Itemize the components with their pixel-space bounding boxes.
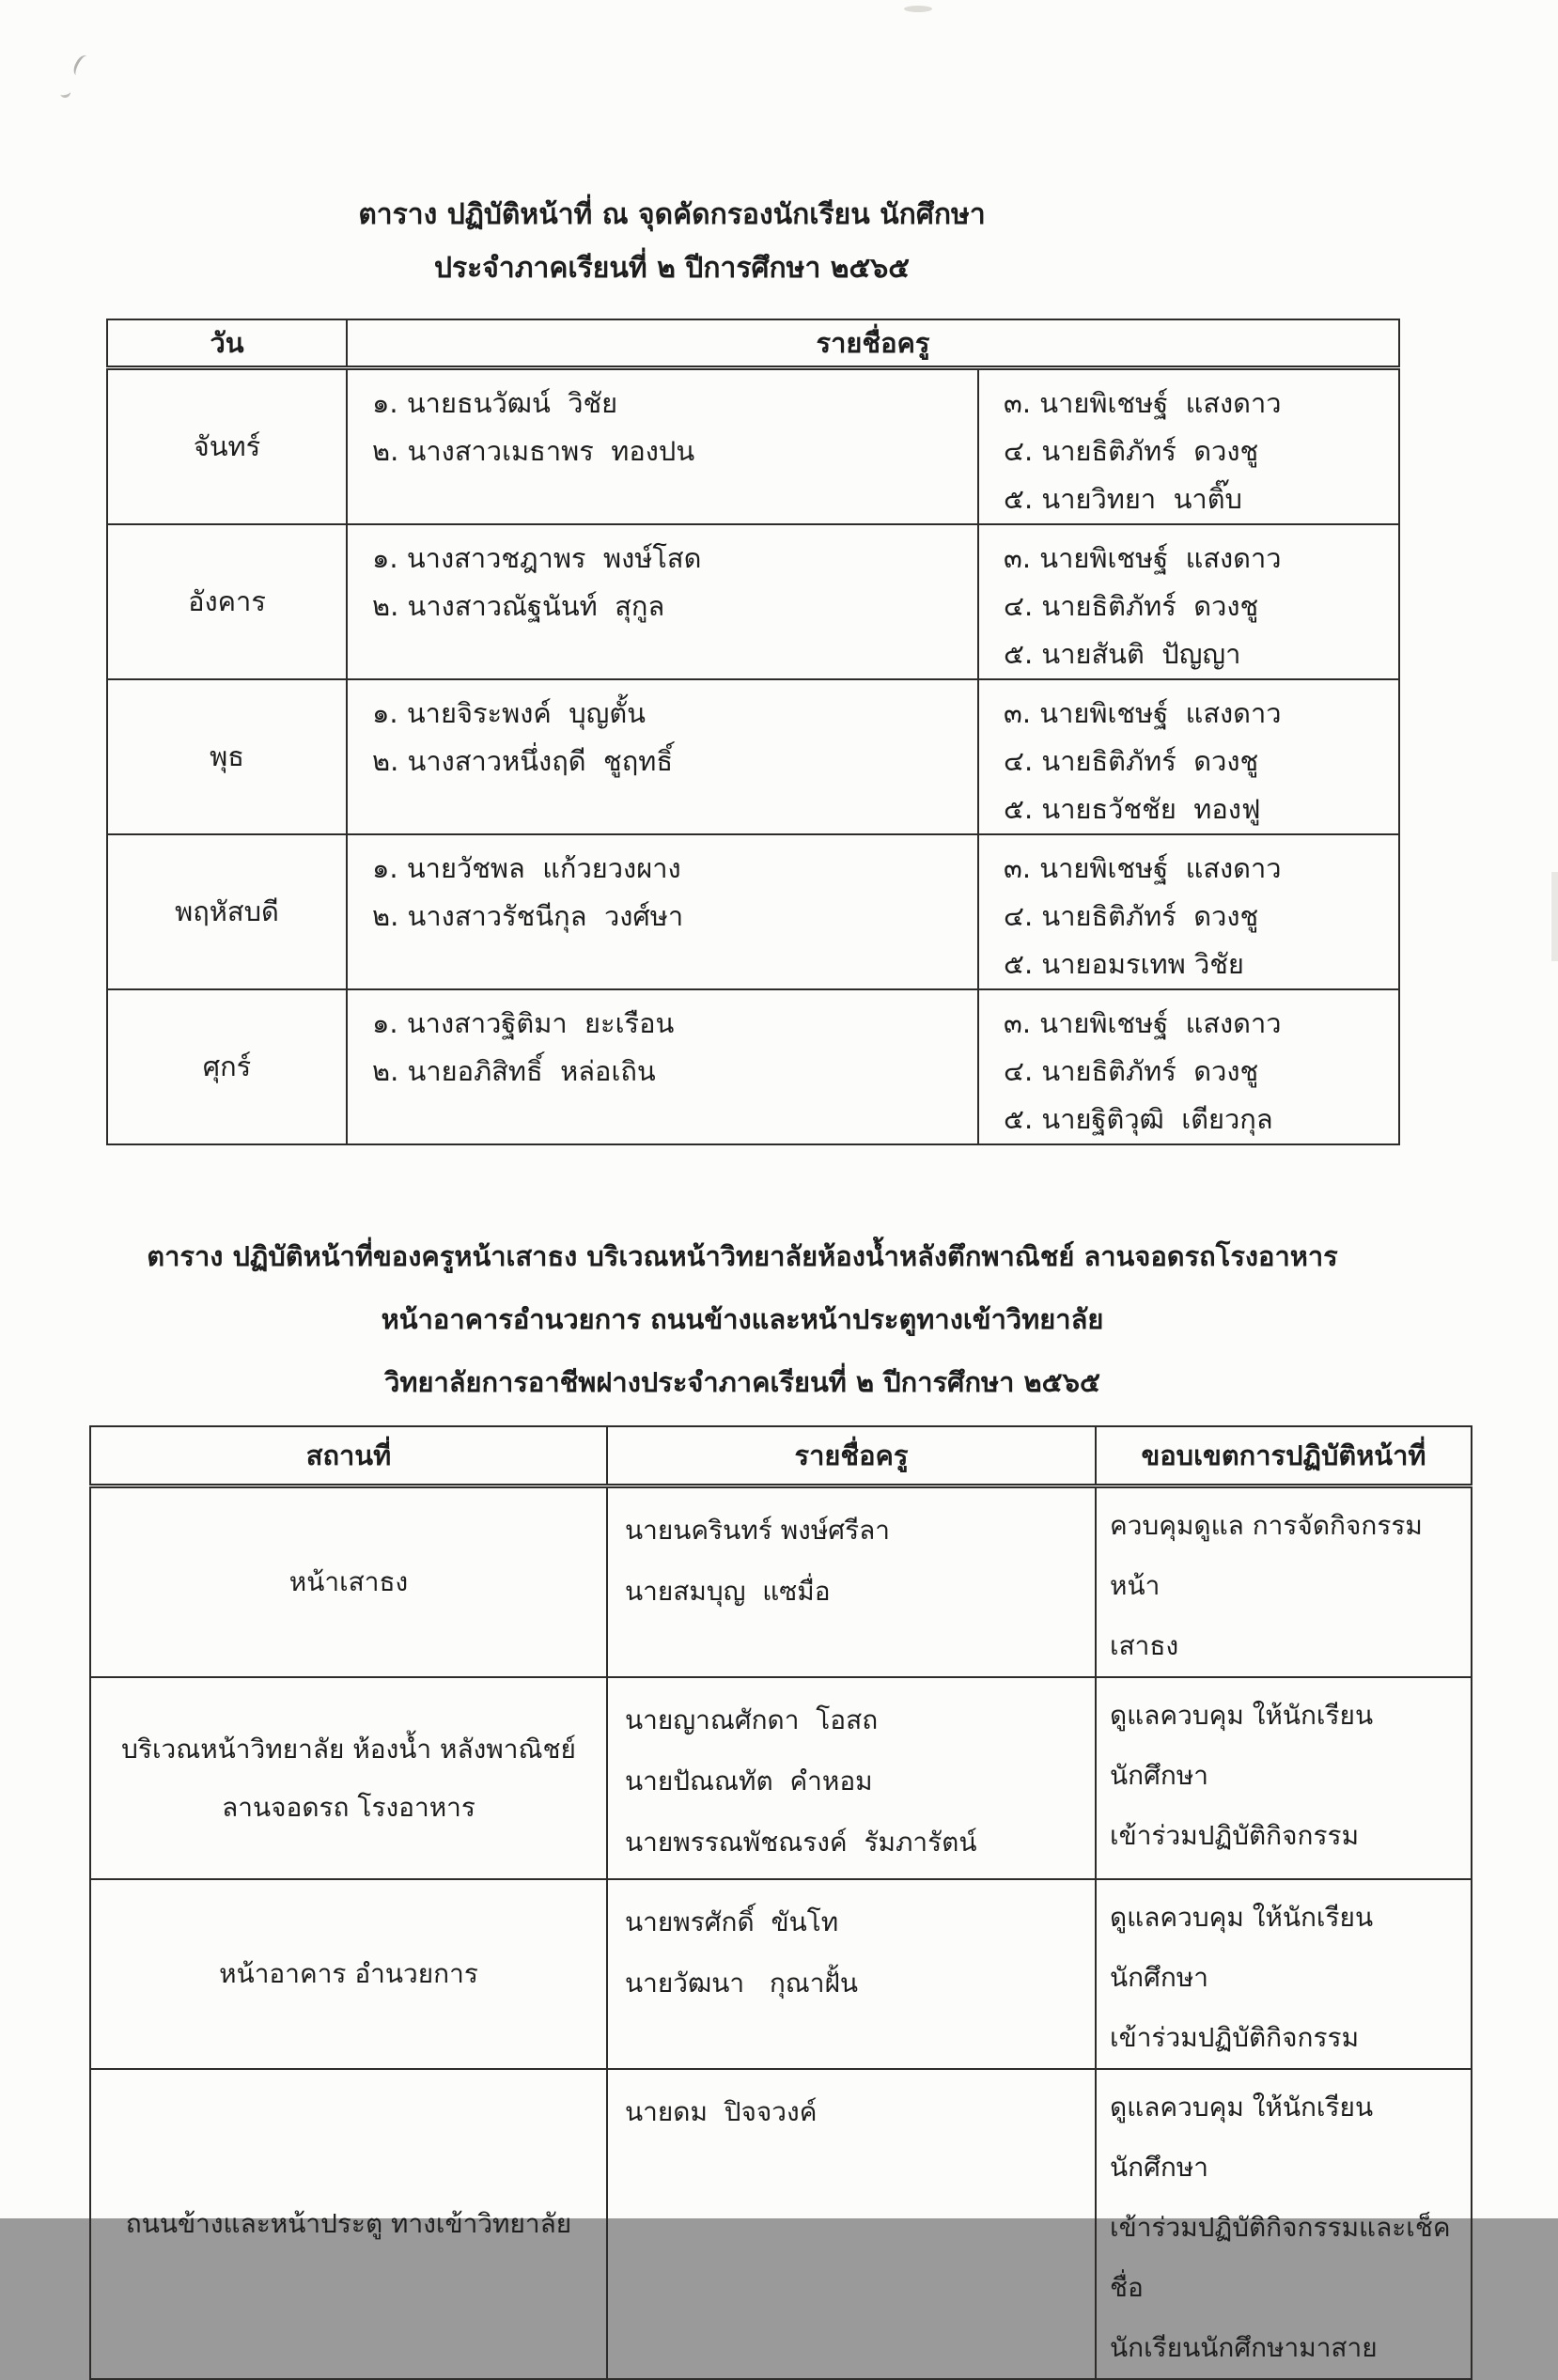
- teacher-names-cell: [607, 2069, 1096, 2379]
- duty-scope-line: ดูแลควบคุม ให้นักเรียนนักศึกษา: [1110, 1888, 1463, 2008]
- teacher-name: ๓. นายพิเชษฐ์ แสงดาว: [1004, 690, 1393, 738]
- duty-scope-line: ดูแลควบคุม ให้นักเรียนนักศึกษา: [1110, 1686, 1463, 1806]
- teacher-name: ๕. นายฐิติวุฒิ เตียวกุล: [1004, 1096, 1393, 1143]
- teacher-names-cell: [347, 367, 978, 524]
- table-row: [90, 2069, 1472, 2379]
- teacher-name: นายพรรณพัชณรงค์ รัมภารัตน์: [625, 1812, 1089, 1873]
- table-row: [107, 989, 1399, 1144]
- duty-scope-cell: [1096, 2069, 1472, 2379]
- scan-edge-artifact: [1551, 872, 1558, 961]
- table-row: [90, 1677, 1472, 1879]
- teacher-name: นายปัณณทัต คำหอม: [625, 1750, 1089, 1812]
- duty-scope-line: ดูแลควบคุม ให้นักเรียนนักศึกษา: [1110, 2077, 1463, 2198]
- teacher-name: นายนครินทร์ พงษ์ศรีลา: [625, 1500, 1089, 1561]
- teacher-name: นายพรศักดิ์ ขันโท: [625, 1891, 1089, 1952]
- table-row: [107, 834, 1399, 989]
- duty-scope-cell: [1096, 1486, 1472, 1678]
- location-label: หน้าอาคาร อำนวยการ: [101, 1945, 597, 2003]
- column-header-teachers: รายชื่อครู: [607, 1426, 1096, 1486]
- day-label: อังคาร: [107, 524, 347, 679]
- title-line: ประจำภาคเรียนที่ ๒ ปีการศึกษา ๒๕๖๕: [0, 241, 1344, 295]
- teacher-name: ๑. นายวัชพล แก้วยวงผาง: [372, 845, 972, 893]
- teacher-name: ๒. นางสาวเมธาพร ทองปน: [372, 428, 972, 475]
- area-duty-table: [89, 1425, 1472, 2380]
- duty-scope-line: เข้าร่วมปฏิบัติกิจกรรม: [1110, 2008, 1463, 2068]
- title-line: ตาราง ปฏิบัติหน้าที่ ณ จุดคัดกรองนักเรียน นักศึกษา: [0, 188, 1344, 241]
- teacher-name: ๔. นายธิติภัทร์ ดวงชู: [1004, 583, 1393, 630]
- teacher-name: ๒. นางสาวณัฐนันท์ สุกูล: [372, 583, 972, 630]
- teacher-name: นายวัฒนา กุณาฝั้น: [625, 1952, 1089, 2014]
- column-header-location: สถานที่: [90, 1426, 607, 1486]
- teacher-name: ๑. นางสาวชฎาพร พงษ์โสด: [372, 535, 972, 583]
- location-label: หน้าเสาธง: [101, 1553, 597, 1611]
- duty-scope-line: เข้าร่วมปฏิบัติกิจกรรมและเช็คชื่อ: [1110, 2198, 1463, 2318]
- day-label: จันทร์: [107, 367, 347, 524]
- teacher-names-cell: [347, 989, 978, 1144]
- table-header-row: [107, 319, 1399, 367]
- document-title-2: [0, 1225, 1485, 1414]
- teacher-names-cell: [978, 989, 1399, 1144]
- teacher-names-cell: [978, 679, 1399, 834]
- teacher-name: ๕. นายสันติ ปัญญา: [1004, 630, 1393, 678]
- teacher-name: ๓. นายพิเชษฐ์ แสงดาว: [1004, 1000, 1393, 1048]
- table-row: [90, 1486, 1472, 1678]
- teacher-name: ๕. นายอมรเทพ วิชัย: [1004, 941, 1393, 988]
- teacher-name: ๑. นายธนวัฒน์ วิชัย: [372, 380, 972, 428]
- teacher-name: ๓. นายพิเชษฐ์ แสงดาว: [1004, 380, 1393, 428]
- document-title: [0, 0, 1344, 295]
- teacher-name: นายสมบุญ แซมื่อ: [625, 1561, 1089, 1622]
- teacher-name: ๒. นายอภิสิทธิ์ หล่อเถิน: [372, 1048, 972, 1096]
- location-cell: [90, 2069, 607, 2379]
- teacher-name: ๔. นายธิติภัทร์ ดวงชู: [1004, 893, 1393, 941]
- table-header-row: [90, 1426, 1472, 1486]
- teacher-names-cell: [347, 524, 978, 679]
- teacher-name: ๒. นางสาวรัชนีกุล วงศ์ษา: [372, 893, 972, 941]
- location-label: ลานจอดรถ โรงอาหาร: [101, 1779, 597, 1837]
- duty-scope-line: นักเรียนนักศึกษามาสาย: [1110, 2318, 1463, 2378]
- teacher-name: ๒. นางสาวหนึ่งฤดี ชูฤทธิ์: [372, 738, 972, 786]
- teacher-names-cell: [978, 524, 1399, 679]
- teacher-names-cell: [607, 1677, 1096, 1879]
- column-header-teachers: รายชื่อครู: [347, 319, 1399, 367]
- table-row: [107, 679, 1399, 834]
- scan-smudge-icon: [904, 6, 932, 12]
- teacher-names-cell: [978, 367, 1399, 524]
- teacher-name: ๔. นายธิติภัทร์ ดวงชู: [1004, 1048, 1393, 1096]
- teacher-name: ๑. นายจิระพงค์ บุญตั้น: [372, 690, 972, 738]
- location-cell: [90, 1879, 607, 2069]
- day-label: ศุกร์: [107, 989, 347, 1144]
- duty-scope-cell: [1096, 1879, 1472, 2069]
- teacher-names-cell: [347, 679, 978, 834]
- table-row: [107, 367, 1399, 524]
- teacher-name: ๕. นายวิทยา นาติ๊บ: [1004, 475, 1393, 523]
- day-label: พุธ: [107, 679, 347, 834]
- teacher-name: ๑. นางสาวฐิติมา ยะเรือน: [372, 1000, 972, 1048]
- day-label: พฤหัสบดี: [107, 834, 347, 989]
- title-line: วิทยาลัยการอาชีพฝางประจำภาคเรียนที่ ๒ ปีการศึกษา ๒๕๖๕: [0, 1351, 1485, 1414]
- teacher-name: ๔. นายธิติภัทร์ ดวงชู: [1004, 428, 1393, 475]
- teacher-names-cell: [978, 834, 1399, 989]
- location-cell: [90, 1677, 607, 1879]
- duty-scope-line: เสาธง: [1110, 1616, 1463, 1676]
- column-header-day: วัน: [107, 319, 347, 367]
- screening-duty-table: [106, 319, 1400, 1145]
- duty-scope-line: ควบคุมดูแล การจัดกิจกรรมหน้า: [1110, 1496, 1463, 1616]
- teacher-name: นายดม ปิจจวงค์: [625, 2081, 1089, 2142]
- location-label: ถนนข้างและหน้าประตู ทางเข้าวิทยาลัย: [101, 2195, 597, 2253]
- teacher-name: นายญาณศักดา โอสถ: [625, 1689, 1089, 1750]
- teacher-name: ๕. นายธวัชชัย ทองฟู: [1004, 786, 1393, 833]
- location-label: บริเวณหน้าวิทยาลัย ห้องน้ำ หลังพาณิชย์: [101, 1720, 597, 1779]
- teacher-name: ๓. นายพิเชษฐ์ แสงดาว: [1004, 535, 1393, 583]
- teacher-names-cell: [607, 1486, 1096, 1678]
- teacher-names-cell: [607, 1879, 1096, 2069]
- teacher-name: ๓. นายพิเชษฐ์ แสงดาว: [1004, 845, 1393, 893]
- table-row: [90, 1879, 1472, 2069]
- location-cell: [90, 1486, 607, 1678]
- teacher-name: ๔. นายธิติภัทร์ ดวงชู: [1004, 738, 1393, 786]
- title-line: หน้าอาคารอำนวยการ ถนนข้างและหน้าประตูทางเข้าวิทยาลัย: [0, 1288, 1485, 1351]
- title-line: ตาราง ปฏิบัติหน้าที่ของครูหน้าเสาธง บริเวณหน้าวิทยาลัยห้องน้ำหลังตึกพาณิชย์ ลานจอดรถโรงอาหาร: [0, 1225, 1485, 1288]
- table-row: [107, 524, 1399, 679]
- duty-scope-cell: [1096, 1677, 1472, 1879]
- duty-scope-line: เข้าร่วมปฏิบัติกิจกรรม: [1110, 1806, 1463, 1866]
- column-header-scope: ขอบเขตการปฏิบัติหน้าที่: [1096, 1426, 1472, 1486]
- teacher-names-cell: [347, 834, 978, 989]
